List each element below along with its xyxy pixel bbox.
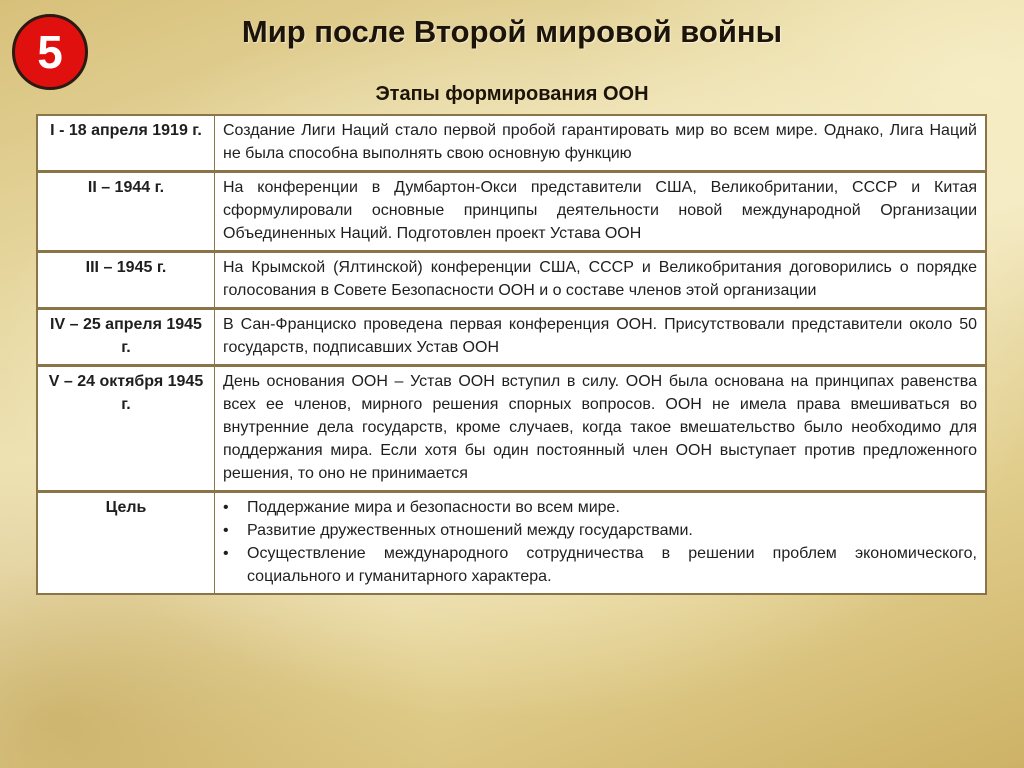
stage-description: На Крымской (Ялтинской) конференции США, СССР и Великобритания договорились о порядке голосования в Совете Безопасности ООН и о составе членов этой организации [215,252,987,309]
list-item [223,542,977,588]
goal-item-text: Поддержание мира и безопасности во всем мире. [247,499,620,516]
list-item [223,519,977,542]
stage-label: I - 18 апреля 1919 г. [37,115,215,172]
bullet-icon: • [223,522,229,539]
bullet-icon: • [223,545,229,562]
list-item [223,496,977,519]
slide-number: 5 [37,26,63,78]
bullet-icon: • [223,499,229,516]
stage-label: II – 1944 г. [37,172,215,252]
stage-description: Создание Лиги Наций стало первой пробой гарантировать мир во всем мире. Однако, Лига Наций не была способна выполнять свою основную функцию [215,115,987,172]
table-row [37,172,986,252]
slide-title: Мир после Второй мировой войны [241,14,783,49]
un-formation-stages-table [36,114,987,595]
stage-description: В Сан-Франциско проведена первая конференция ООН. Присутствовали представители около 50 государств, подписавших Устав ООН [215,309,987,366]
goal-list-cell [215,492,987,595]
stage-description: На конференции в Думбартон-Окси представители США, Великобритании, СССР и Китая сформулировали основные принципы деятельности новой международной Организации Объединенных Наций. Подготовлен проект Устава ООН [215,172,987,252]
table-row [37,115,986,172]
goal-list [223,496,977,588]
stage-label: V – 24 октября 1945 г. [37,366,215,492]
slide-subtitle: Этапы формирования ООН [375,83,649,105]
table-row [37,366,986,492]
table-row [37,252,986,309]
goal-label: Цель [37,492,215,595]
goal-item-text: Развитие дружественных отношений между государствами. [247,522,693,539]
table-row [37,309,986,366]
stage-label: III – 1945 г. [37,252,215,309]
table-row-goal [37,492,986,595]
goal-item-text: Осуществление международного сотрудничества в решении проблем экономического, социального и гуманитарного характера. [247,545,977,585]
stage-label: IV – 25 апреля 1945 г. [37,309,215,366]
stage-description: День основания ООН – Устав ООН вступил в силу. ООН была основана на принципах равенства всех ее членов, мирного решения спорных вопросов. ООН не имела права вмешиваться во внутренние дела государств, кроме случаев, когда такое вмешательство было необходимо для поддержания мира. Если хотя бы один постоянный член ООН выступает против предложенного решения, то оно не принимается [215,366,987,492]
